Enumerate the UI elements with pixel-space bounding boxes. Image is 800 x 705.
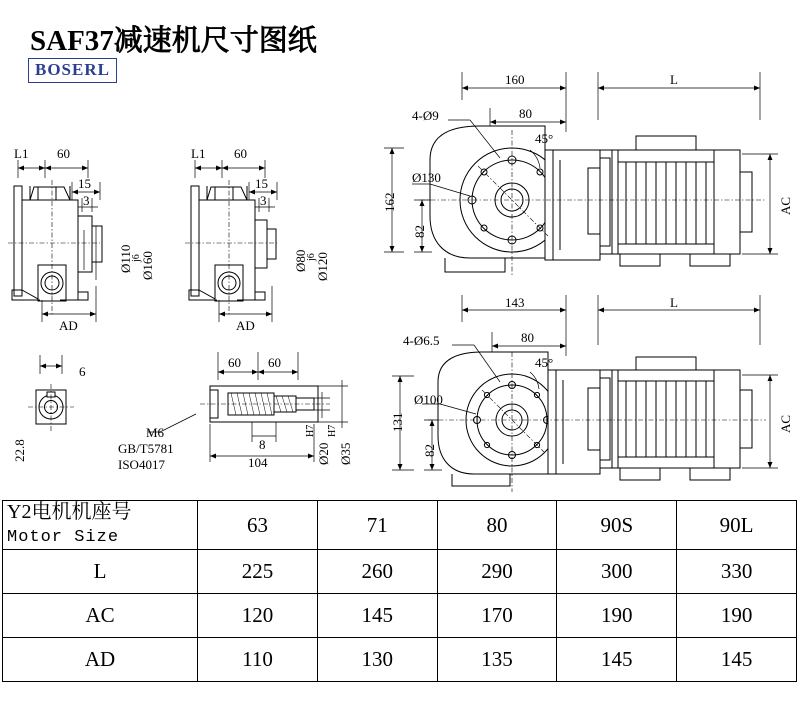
spec-table <box>2 500 797 682</box>
label-143: 143 <box>505 295 525 310</box>
label-60-detail-a: 60 <box>228 355 241 370</box>
cell-L-90S: 300 <box>557 550 677 594</box>
header-en: Motor Size <box>7 528 120 547</box>
table-header-row <box>3 501 797 550</box>
cell-AD-80: 135 <box>437 638 557 682</box>
label-d160-view1: Ø160 <box>140 251 155 280</box>
label-60-detail-b: 60 <box>268 355 281 370</box>
table-row <box>3 594 797 638</box>
label-d110-view1: Ø110 <box>118 244 133 273</box>
cell-AD-71: 130 <box>317 638 437 682</box>
label-4xD9: 4-Ø9 <box>412 108 439 123</box>
label-h7-a: H7 <box>305 424 316 437</box>
cell-AC-71: 145 <box>317 594 437 638</box>
label-j6-view2: j6 <box>306 253 317 261</box>
label-162: 162 <box>382 192 397 212</box>
label-60-view1: 60 <box>57 146 70 161</box>
cell-L-90L: 330 <box>677 550 797 594</box>
label-AC-bottom: AC <box>778 414 793 433</box>
label-L1-view2: L1 <box>191 146 206 161</box>
table-col-71: 71 <box>317 501 437 550</box>
cell-AC-90S: 190 <box>557 594 677 638</box>
label-45deg-top: 45° <box>535 131 554 146</box>
label-3-view1: 3 <box>83 193 90 208</box>
label-228-shaft: 22.8 <box>12 439 27 462</box>
label-15-view2: 15 <box>255 176 268 191</box>
cell-AC-90L: 190 <box>677 594 797 638</box>
label-iso-standard: ISO4017 <box>118 457 165 472</box>
label-d120-view2: Ø120 <box>315 252 330 281</box>
table-col-80: 80 <box>437 501 557 550</box>
cell-L-63: 225 <box>198 550 318 594</box>
cell-L-71: 260 <box>317 550 437 594</box>
label-d35-detail: Ø35 <box>338 442 353 465</box>
label-L-top: L <box>670 72 678 87</box>
label-80-top: 80 <box>519 106 532 121</box>
label-104-detail: 104 <box>248 455 268 470</box>
label-131: 131 <box>390 412 405 432</box>
row-label-AC: AC <box>3 594 198 638</box>
table-col-90L: 90L <box>677 501 797 550</box>
header-cn: Y2电机机座号 <box>7 501 132 523</box>
label-82-top: 82 <box>412 225 427 238</box>
cell-AD-63: 110 <box>198 638 318 682</box>
label-3-view2: 3 <box>260 193 267 208</box>
cell-AC-80: 170 <box>437 594 557 638</box>
label-D130: Ø130 <box>412 170 441 185</box>
label-160: 160 <box>505 72 525 87</box>
label-d20-detail: Ø20 <box>316 442 331 465</box>
label-gb-standard: GB/T5781 <box>118 441 174 456</box>
label-6-shaft: 6 <box>79 364 86 379</box>
row-label-L: L <box>3 550 198 594</box>
label-D100: Ø100 <box>414 392 443 407</box>
table-col-90S: 90S <box>557 501 677 550</box>
label-L-bottom: L <box>670 295 678 310</box>
label-15-view1: 15 <box>78 176 91 191</box>
page-title: SAF37减速机尺寸图纸 <box>30 25 317 57</box>
cell-AD-90S: 145 <box>557 638 677 682</box>
label-M6: M6 <box>146 425 165 440</box>
label-AD-view1: AD <box>59 318 78 333</box>
label-L1-view1: L1 <box>14 146 29 161</box>
label-8-detail: 8 <box>259 437 266 452</box>
label-80-bottom: 80 <box>521 330 534 345</box>
label-60-view2: 60 <box>234 146 247 161</box>
table-row <box>3 638 797 682</box>
cell-AD-90L: 145 <box>677 638 797 682</box>
label-82-bottom: 82 <box>422 444 437 457</box>
row-label-AD: AD <box>3 638 198 682</box>
table-header-label <box>3 501 198 550</box>
table-row <box>3 550 797 594</box>
brand-logo: BOSERL <box>28 58 117 83</box>
cell-L-80: 290 <box>437 550 557 594</box>
label-45deg-bottom: 45° <box>535 355 554 370</box>
label-h7-b: H7 <box>327 424 338 437</box>
label-AC-top: AC <box>778 196 793 215</box>
cell-AC-63: 120 <box>198 594 318 638</box>
label-d80-view2: Ø80 <box>293 249 308 272</box>
label-4xD65: 4-Ø6.5 <box>403 333 440 348</box>
label-j6-view1: j6 <box>131 254 142 262</box>
label-AD-view2: AD <box>236 318 255 333</box>
table-col-63: 63 <box>198 501 318 550</box>
